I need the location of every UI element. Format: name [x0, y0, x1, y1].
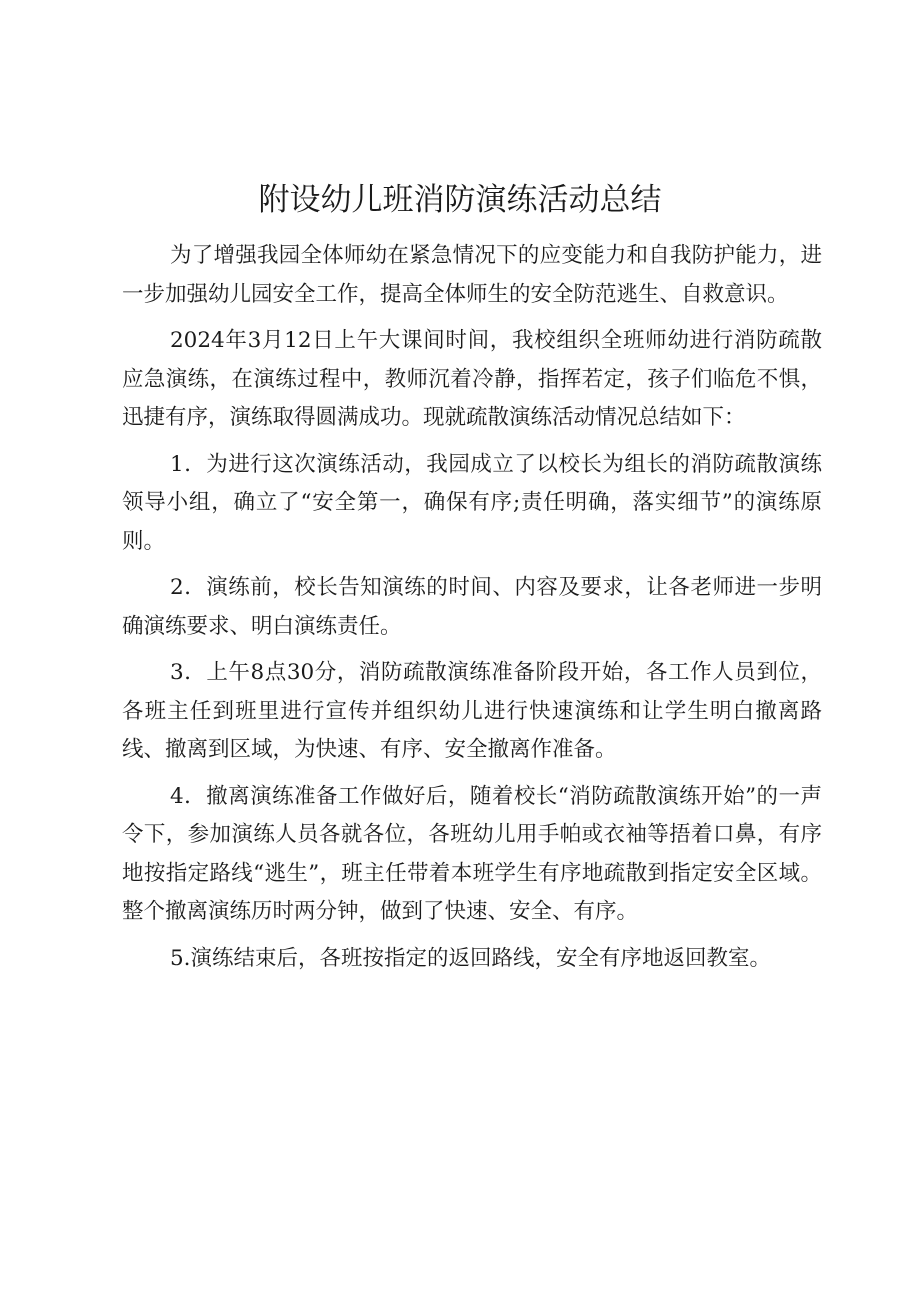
paragraph-overview: 2024年3月12日上午大课间时间，我校组织全班师幼进行消防疏散应急演练，在演练过程中，教师沉着冷静，指挥若定，孩子们临危不惧，迅捷有序，演练取得圆满成功。现就疏散演练活动情况总结如下： [122, 328, 822, 430]
paragraph-item-4: 4．撤离演练准备工作做好后，随着校长“消防疏散演练开始”的一声令下，参加演练人员各就各位，各班幼儿用手帕或衣袖等捂着口鼻，有序地按指定路线“逃生”，班主任带着本班学生有序地疏散到指定安全区域。整个撤离演练历时两分钟，做到了快速、安全、有序。 [122, 783, 822, 924]
paragraph-item-3: 3．上午8点30分，消防疏散演练准备阶段开始，各工作人员到位，各班主任到班里进行宣传并组织幼儿进行快速演练和让学生明白撤离路线、撤离到区域，为快速、有序、安全撤离作准备。 [122, 660, 822, 762]
paragraph-item-2: 2．演练前，校长告知演练的时间、内容及要求，让各老师进一步明确演练要求、明白演练责任。 [122, 575, 822, 639]
document-title: 附设幼儿班消防演练活动总结 [258, 182, 662, 218]
paragraph-item-5: 5.演练结束后，各班按指定的返回路线，安全有序地返回教室。 [170, 945, 772, 971]
document-body [122, 237, 822, 986]
paragraph-intro: 为了增强我园全体师幼在紧急情况下的应变能力和自我防护能力，进一步加强幼儿园安全工作，提高全体师生的安全防范逃生、自救意识。 [122, 243, 822, 307]
paragraph-item-1: 1．为进行这次演练活动，我园成立了以校长为组长的消防疏散演练领导小组，确立了“安全第一，确保有序;责任明确，落实细节”的演练原则。 [122, 451, 822, 554]
